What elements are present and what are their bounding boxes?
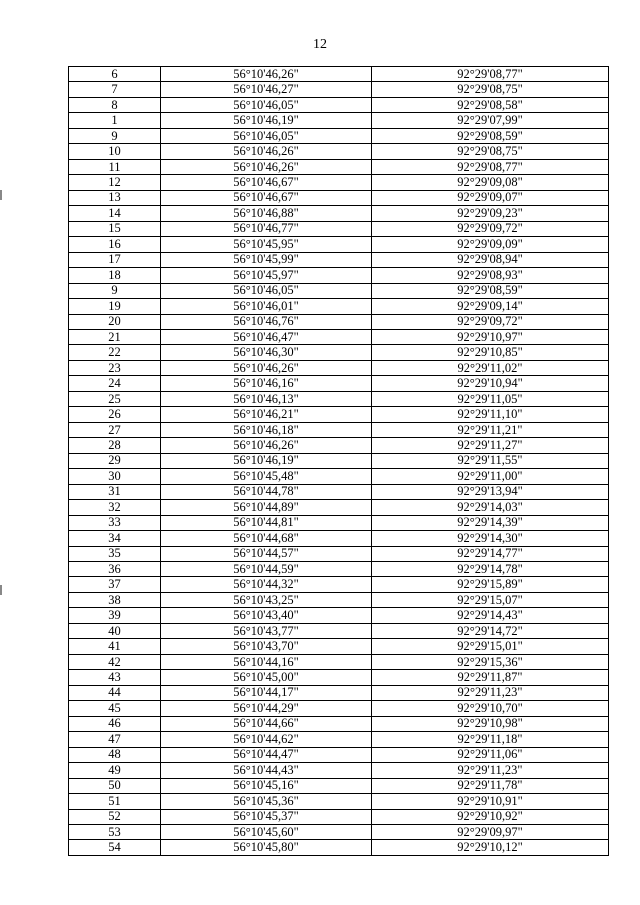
longitude-cell: 92°29'10,12"	[372, 840, 609, 855]
table-row	[69, 716, 609, 731]
table-row	[69, 97, 609, 112]
table-row	[69, 190, 609, 205]
latitude-cell: 56°10'46,16"	[161, 376, 372, 391]
point-number-cell: 27	[69, 422, 161, 437]
table-row	[69, 268, 609, 283]
point-number-cell: 29	[69, 453, 161, 468]
longitude-cell: 92°29'10,85"	[372, 345, 609, 360]
latitude-cell: 56°10'46,05"	[161, 97, 372, 112]
longitude-cell: 92°29'08,75"	[372, 144, 609, 159]
table-row	[69, 562, 609, 577]
point-number-cell: 54	[69, 840, 161, 855]
latitude-cell: 56°10'46,19"	[161, 113, 372, 128]
latitude-cell: 56°10'44,81"	[161, 515, 372, 530]
latitude-cell: 56°10'46,21"	[161, 407, 372, 422]
point-number-cell: 16	[69, 237, 161, 252]
latitude-cell: 56°10'45,60"	[161, 824, 372, 839]
latitude-cell: 56°10'44,29"	[161, 701, 372, 716]
longitude-cell: 92°29'10,70"	[372, 701, 609, 716]
table-row	[69, 453, 609, 468]
point-number-cell: 9	[69, 128, 161, 143]
latitude-cell: 56°10'44,89"	[161, 500, 372, 515]
latitude-cell: 56°10'46,77"	[161, 221, 372, 236]
latitude-cell: 56°10'46,76"	[161, 314, 372, 329]
longitude-cell: 92°29'11,00"	[372, 469, 609, 484]
point-number-cell: 44	[69, 685, 161, 700]
point-number-cell: 40	[69, 623, 161, 638]
coordinates-table-body	[69, 67, 609, 856]
table-row	[69, 747, 609, 762]
point-number-cell: 47	[69, 732, 161, 747]
longitude-cell: 92°29'10,94"	[372, 376, 609, 391]
table-row	[69, 314, 609, 329]
longitude-cell: 92°29'08,77"	[372, 67, 609, 82]
longitude-cell: 92°29'13,94"	[372, 484, 609, 499]
table-row	[69, 685, 609, 700]
longitude-cell: 92°29'09,97"	[372, 824, 609, 839]
point-number-cell: 8	[69, 97, 161, 112]
latitude-cell: 56°10'46,26"	[161, 360, 372, 375]
longitude-cell: 92°29'09,23"	[372, 206, 609, 221]
point-number-cell: 12	[69, 175, 161, 190]
latitude-cell: 56°10'46,67"	[161, 190, 372, 205]
point-number-cell: 42	[69, 654, 161, 669]
table-row	[69, 778, 609, 793]
point-number-cell: 43	[69, 670, 161, 685]
longitude-cell: 92°29'10,98"	[372, 716, 609, 731]
table-row	[69, 639, 609, 654]
longitude-cell: 92°29'14,43"	[372, 608, 609, 623]
point-number-cell: 21	[69, 329, 161, 344]
scan-edge-mark	[0, 585, 2, 595]
table-row	[69, 546, 609, 561]
latitude-cell: 56°10'45,95"	[161, 237, 372, 252]
table-row	[69, 824, 609, 839]
table-row	[69, 391, 609, 406]
point-number-cell: 38	[69, 592, 161, 607]
point-number-cell: 50	[69, 778, 161, 793]
longitude-cell: 92°29'15,01"	[372, 639, 609, 654]
longitude-cell: 92°29'11,23"	[372, 763, 609, 778]
table-row	[69, 809, 609, 824]
longitude-cell: 92°29'08,59"	[372, 283, 609, 298]
table-row	[69, 376, 609, 391]
longitude-cell: 92°29'09,72"	[372, 314, 609, 329]
latitude-cell: 56°10'44,16"	[161, 654, 372, 669]
table-row	[69, 221, 609, 236]
table-row	[69, 623, 609, 638]
table-row	[69, 360, 609, 375]
latitude-cell: 56°10'44,17"	[161, 685, 372, 700]
latitude-cell: 56°10'46,05"	[161, 128, 372, 143]
table-row	[69, 82, 609, 97]
point-number-cell: 7	[69, 82, 161, 97]
point-number-cell: 15	[69, 221, 161, 236]
table-row	[69, 701, 609, 716]
table-row	[69, 159, 609, 174]
latitude-cell: 56°10'45,99"	[161, 252, 372, 267]
latitude-cell: 56°10'45,16"	[161, 778, 372, 793]
latitude-cell: 56°10'44,32"	[161, 577, 372, 592]
latitude-cell: 56°10'43,77"	[161, 623, 372, 638]
latitude-cell: 56°10'44,57"	[161, 546, 372, 561]
longitude-cell: 92°29'11,05"	[372, 391, 609, 406]
longitude-cell: 92°29'15,89"	[372, 577, 609, 592]
point-number-cell: 36	[69, 562, 161, 577]
point-number-cell: 48	[69, 747, 161, 762]
point-number-cell: 51	[69, 794, 161, 809]
table-row	[69, 531, 609, 546]
latitude-cell: 56°10'44,68"	[161, 531, 372, 546]
longitude-cell: 92°29'11,87"	[372, 670, 609, 685]
point-number-cell: 10	[69, 144, 161, 159]
point-number-cell: 11	[69, 159, 161, 174]
point-number-cell: 45	[69, 701, 161, 716]
point-number-cell: 1	[69, 113, 161, 128]
point-number-cell: 9	[69, 283, 161, 298]
longitude-cell: 92°29'08,59"	[372, 128, 609, 143]
longitude-cell: 92°29'14,30"	[372, 531, 609, 546]
point-number-cell: 25	[69, 391, 161, 406]
point-number-cell: 49	[69, 763, 161, 778]
table-row	[69, 144, 609, 159]
longitude-cell: 92°29'11,06"	[372, 747, 609, 762]
table-row	[69, 484, 609, 499]
table-row	[69, 840, 609, 855]
latitude-cell: 56°10'45,97"	[161, 268, 372, 283]
longitude-cell: 92°29'11,21"	[372, 422, 609, 437]
latitude-cell: 56°10'44,66"	[161, 716, 372, 731]
point-number-cell: 31	[69, 484, 161, 499]
point-number-cell: 52	[69, 809, 161, 824]
latitude-cell: 56°10'44,59"	[161, 562, 372, 577]
table-row	[69, 237, 609, 252]
latitude-cell: 56°10'46,26"	[161, 159, 372, 174]
latitude-cell: 56°10'46,67"	[161, 175, 372, 190]
point-number-cell: 26	[69, 407, 161, 422]
point-number-cell: 18	[69, 268, 161, 283]
table-row	[69, 670, 609, 685]
longitude-cell: 92°29'07,99"	[372, 113, 609, 128]
longitude-cell: 92°29'09,08"	[372, 175, 609, 190]
longitude-cell: 92°29'08,93"	[372, 268, 609, 283]
point-number-cell: 32	[69, 500, 161, 515]
table-row	[69, 794, 609, 809]
coordinates-table	[68, 66, 609, 856]
latitude-cell: 56°10'43,40"	[161, 608, 372, 623]
table-row	[69, 608, 609, 623]
longitude-cell: 92°29'09,72"	[372, 221, 609, 236]
point-number-cell: 17	[69, 252, 161, 267]
point-number-cell: 28	[69, 438, 161, 453]
longitude-cell: 92°29'11,10"	[372, 407, 609, 422]
latitude-cell: 56°10'46,30"	[161, 345, 372, 360]
point-number-cell: 22	[69, 345, 161, 360]
latitude-cell: 56°10'44,47"	[161, 747, 372, 762]
point-number-cell: 24	[69, 376, 161, 391]
latitude-cell: 56°10'46,01"	[161, 299, 372, 314]
longitude-cell: 92°29'09,07"	[372, 190, 609, 205]
point-number-cell: 33	[69, 515, 161, 530]
point-number-cell: 35	[69, 546, 161, 561]
longitude-cell: 92°29'10,92"	[372, 809, 609, 824]
point-number-cell: 19	[69, 299, 161, 314]
table-row	[69, 654, 609, 669]
longitude-cell: 92°29'08,77"	[372, 159, 609, 174]
longitude-cell: 92°29'11,23"	[372, 685, 609, 700]
table-row	[69, 175, 609, 190]
point-number-cell: 46	[69, 716, 161, 731]
latitude-cell: 56°10'46,88"	[161, 206, 372, 221]
table-row	[69, 128, 609, 143]
latitude-cell: 56°10'44,43"	[161, 763, 372, 778]
page-number: 12	[313, 37, 327, 52]
table-row	[69, 252, 609, 267]
point-number-cell: 23	[69, 360, 161, 375]
table-row	[69, 345, 609, 360]
point-number-cell: 53	[69, 824, 161, 839]
latitude-cell: 56°10'45,48"	[161, 469, 372, 484]
longitude-cell: 92°29'15,36"	[372, 654, 609, 669]
latitude-cell: 56°10'46,18"	[161, 422, 372, 437]
table-row	[69, 422, 609, 437]
latitude-cell: 56°10'46,13"	[161, 391, 372, 406]
table-row	[69, 113, 609, 128]
latitude-cell: 56°10'46,19"	[161, 453, 372, 468]
table-row	[69, 592, 609, 607]
longitude-cell: 92°29'08,75"	[372, 82, 609, 97]
longitude-cell: 92°29'14,39"	[372, 515, 609, 530]
table-row	[69, 732, 609, 747]
latitude-cell: 56°10'44,62"	[161, 732, 372, 747]
table-row	[69, 206, 609, 221]
latitude-cell: 56°10'44,78"	[161, 484, 372, 499]
longitude-cell: 92°29'14,78"	[372, 562, 609, 577]
point-number-cell: 34	[69, 531, 161, 546]
latitude-cell: 56°10'45,36"	[161, 794, 372, 809]
longitude-cell: 92°29'09,09"	[372, 237, 609, 252]
longitude-cell: 92°29'10,91"	[372, 794, 609, 809]
longitude-cell: 92°29'11,02"	[372, 360, 609, 375]
table-row	[69, 438, 609, 453]
table-row	[69, 283, 609, 298]
point-number-cell: 6	[69, 67, 161, 82]
longitude-cell: 92°29'14,03"	[372, 500, 609, 515]
point-number-cell: 30	[69, 469, 161, 484]
latitude-cell: 56°10'43,25"	[161, 592, 372, 607]
table-row	[69, 407, 609, 422]
point-number-cell: 13	[69, 190, 161, 205]
longitude-cell: 92°29'14,77"	[372, 546, 609, 561]
longitude-cell: 92°29'11,55"	[372, 453, 609, 468]
longitude-cell: 92°29'09,14"	[372, 299, 609, 314]
table-row	[69, 329, 609, 344]
latitude-cell: 56°10'46,27"	[161, 82, 372, 97]
table-row	[69, 500, 609, 515]
latitude-cell: 56°10'45,80"	[161, 840, 372, 855]
table-row	[69, 469, 609, 484]
table-row	[69, 67, 609, 82]
latitude-cell: 56°10'46,26"	[161, 438, 372, 453]
latitude-cell: 56°10'46,05"	[161, 283, 372, 298]
longitude-cell: 92°29'08,58"	[372, 97, 609, 112]
point-number-cell: 37	[69, 577, 161, 592]
longitude-cell: 92°29'08,94"	[372, 252, 609, 267]
point-number-cell: 20	[69, 314, 161, 329]
latitude-cell: 56°10'46,26"	[161, 67, 372, 82]
point-number-cell: 39	[69, 608, 161, 623]
latitude-cell: 56°10'45,37"	[161, 809, 372, 824]
scan-edge-mark	[0, 190, 2, 200]
latitude-cell: 56°10'43,70"	[161, 639, 372, 654]
longitude-cell: 92°29'11,78"	[372, 778, 609, 793]
latitude-cell: 56°10'46,47"	[161, 329, 372, 344]
longitude-cell: 92°29'11,18"	[372, 732, 609, 747]
table-row	[69, 299, 609, 314]
longitude-cell: 92°29'11,27"	[372, 438, 609, 453]
point-number-cell: 41	[69, 639, 161, 654]
latitude-cell: 56°10'45,00"	[161, 670, 372, 685]
table-row	[69, 763, 609, 778]
longitude-cell: 92°29'10,97"	[372, 329, 609, 344]
table-row	[69, 515, 609, 530]
latitude-cell: 56°10'46,26"	[161, 144, 372, 159]
longitude-cell: 92°29'14,72"	[372, 623, 609, 638]
longitude-cell: 92°29'15,07"	[372, 592, 609, 607]
table-row	[69, 577, 609, 592]
point-number-cell: 14	[69, 206, 161, 221]
